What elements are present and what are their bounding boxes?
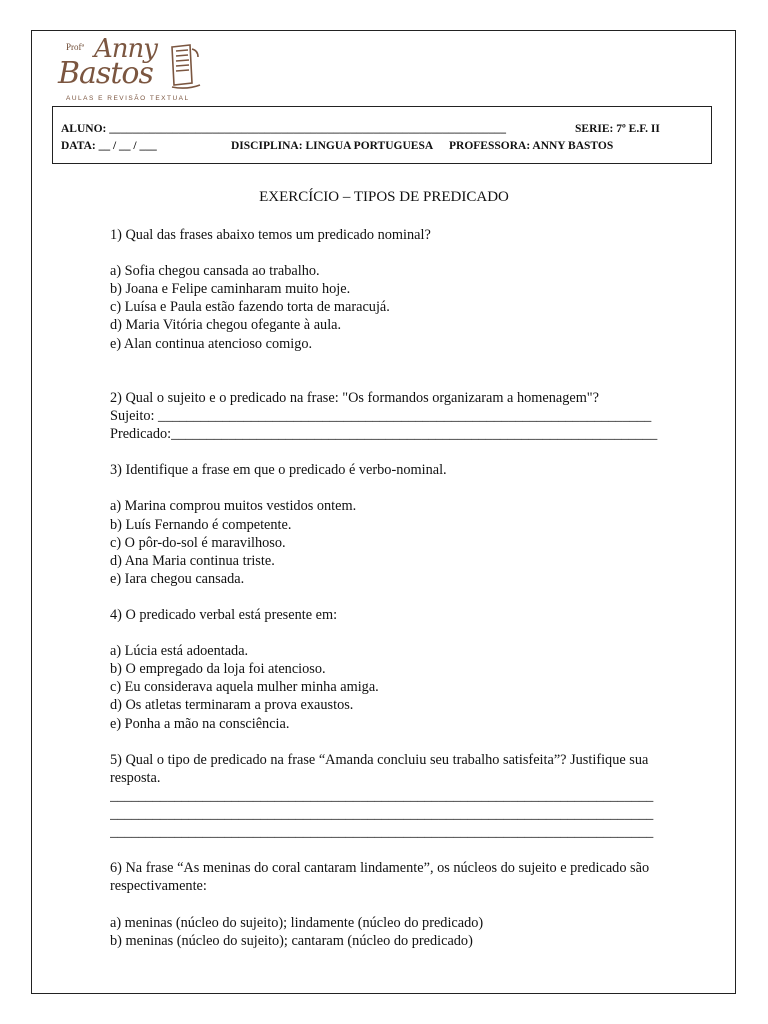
q2-question: 2) Qual o sujeito e o predicado na frase: "Os formandos organizaram a homenagem"? [110,389,599,406]
aluno-blank[interactable]: _____________________________________________________________________ [109,123,506,135]
q6-option: b) meninas (núcleo do sujeito); cantaram (núcleo do predicado) [110,932,473,949]
q5-answer-line[interactable]: ____________________________________________________________________________ [110,824,654,841]
q3-option: a) Marina comprou muitos vestidos ontem. [110,498,357,515]
q3-option: e) Iara chegou cansada. [110,570,245,587]
q5-answer-line[interactable]: ____________________________________________________________________________ [110,806,654,822]
logo-tagline: AULAS E REVISÃO TEXTUAL [66,95,190,102]
q1-option: e) Alan continua atencioso comigo. [110,335,313,352]
book-icon [168,41,202,91]
aluno-label: ALUNO: [61,123,107,135]
q1-option: b) Joana e Felipe caminharam muito hoje. [110,281,351,298]
logo [58,34,208,104]
logo-prof: Profª [66,42,84,52]
q1-option: d) Maria Vitória chegou ofegante à aula. [110,317,342,334]
q5-question: 5) Qual o tipo de predicado na frase “Amanda concluiu seu trabalho satisfeita”? Justifique sua [110,751,649,768]
q6-question: 6) Na frase “As meninas do coral cantaram lindamente”, os núcleos do sujeito e predicado são [110,860,650,877]
q6-question-cont: respectivamente: [110,878,207,895]
q6-option: a) meninas (núcleo do sujeito); lindamente (núcleo do predicado) [110,914,484,931]
q4-question: 4) O predicado verbal está presente em: [110,606,338,623]
q5-question-cont: resposta. [110,769,161,786]
q4-option: e) Ponha a mão na consciência. [110,715,290,732]
exercise-content [110,226,700,950]
q4-option: a) Lúcia está adoentada. [110,643,249,660]
q1-option: c) Luísa e Paula estão fazendo torta de maracujá. [110,299,390,316]
q3-question: 3) Identifique a frase em que o predicado é verbo-nominal. [110,462,447,479]
q4-option: c) Eu considerava aquela mulher minha amiga. [110,679,379,696]
q4-option: d) Os atletas terminaram a prova exaustos. [110,697,354,714]
serie-field: SERIE: 7º E.F. II [575,123,660,135]
q3-option: d) Ana Maria continua triste. [110,552,275,569]
data-field[interactable]: DATA: __ / __ / ___ [61,140,157,152]
q3-option: c) O pôr-do-sol é maravilhoso. [110,534,286,551]
disciplina-field: DISCIPLINA: LINGUA PORTUGUESA [231,140,434,152]
logo-name-last: Bastos [58,56,153,91]
page-title: EXERCÍCIO – TIPOS DE PREDICADO [259,189,509,205]
q2-predicado-line[interactable]: Predicado:____________________________________________________________________ [110,426,658,443]
q4-option: b) O empregado da loja foi atencioso. [110,661,326,678]
student-header [52,106,712,164]
q1-question: 1) Qual das frases abaixo temos um predicado nominal? [110,227,431,243]
q3-option: b) Luís Fernando é competente. [110,516,292,533]
q2-sujeito-line[interactable]: Sujeito: _____________________________________________________________________ [110,407,652,424]
aluno-row [61,123,506,135]
q1-option: a) Sofia chegou cansada ao trabalho. [110,263,320,280]
q5-answer-line[interactable]: ____________________________________________________________________________ [110,787,654,804]
professora-field: PROFESSORA: ANNY BASTOS [449,140,614,152]
logo-name-first: Anny [94,34,157,64]
